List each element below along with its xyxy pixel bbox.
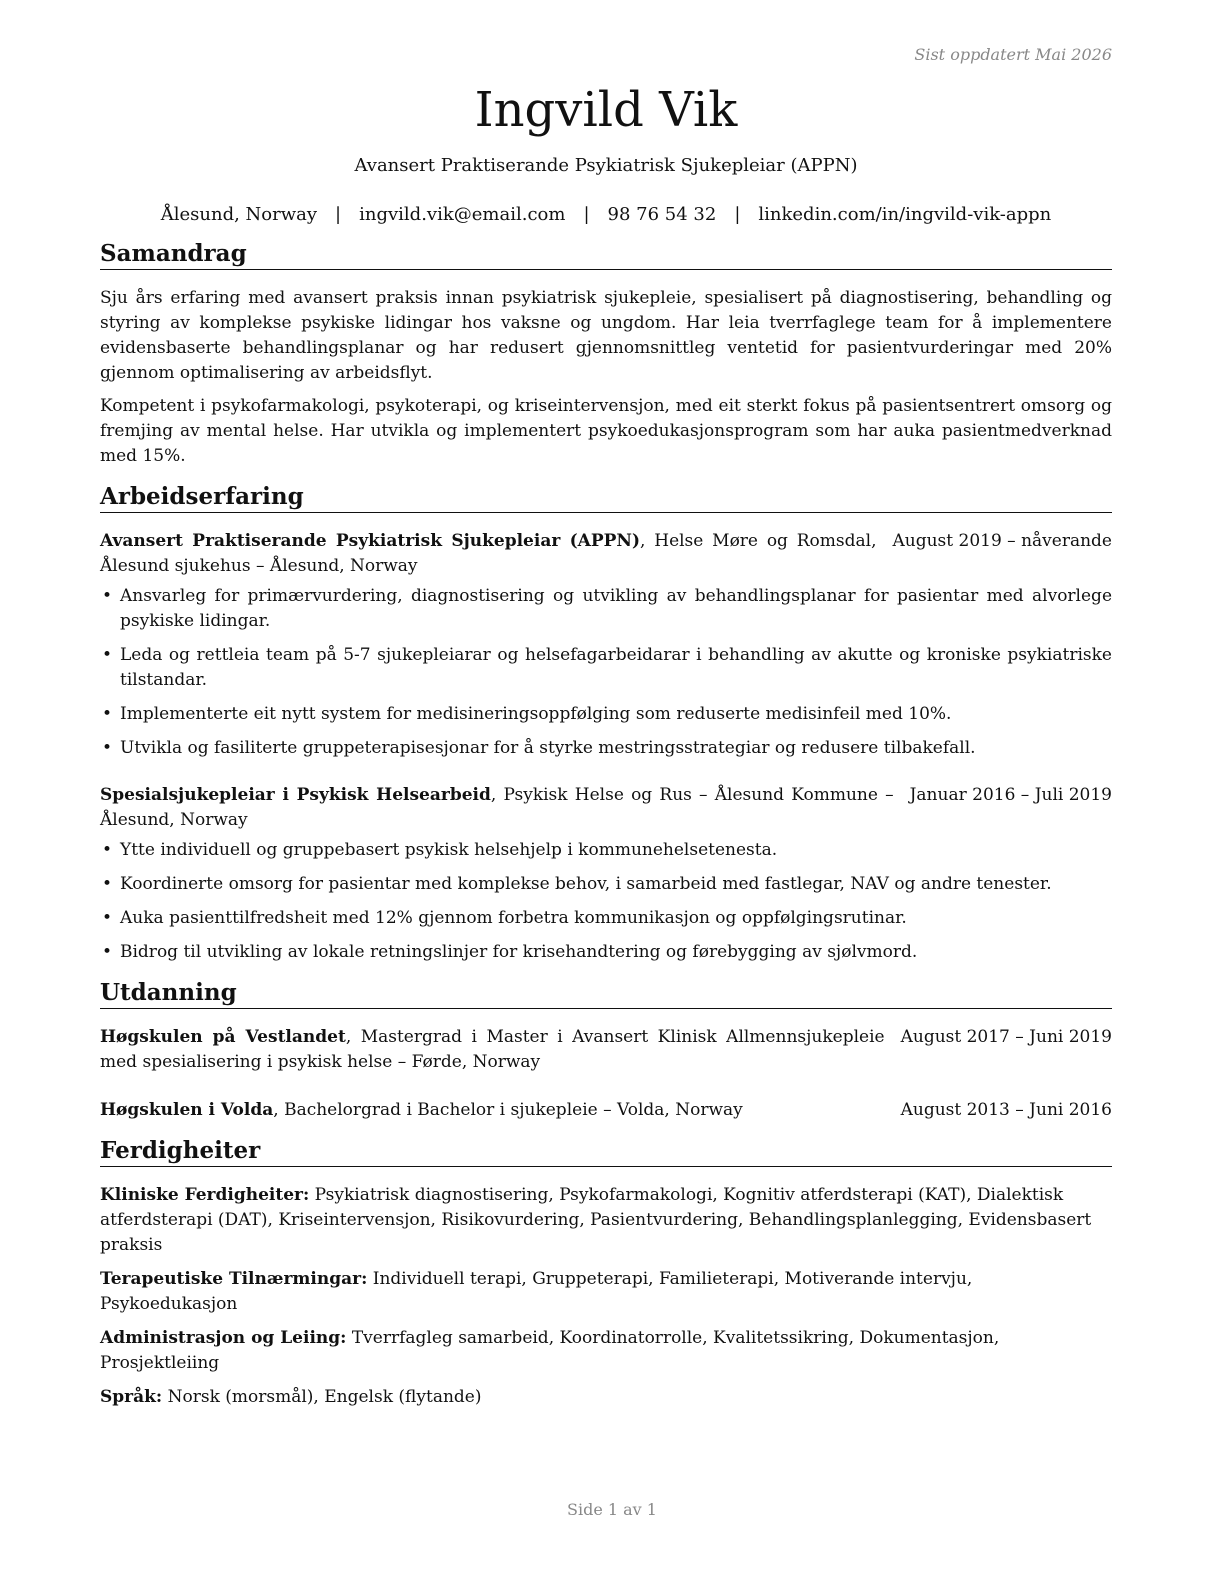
contact-separator: |: [335, 204, 342, 225]
job-dates: August 2019 – nåverande: [892, 531, 1112, 551]
job-bullets: [100, 584, 1112, 761]
entry-heading: [100, 529, 893, 579]
job-bullet: • Auka pasienttilfredsheit med 12% gjennom forbetra kommunikasjon og oppfølgingsrutinar.: [100, 906, 1112, 931]
entry-header: [100, 1098, 1112, 1123]
skill-group: [100, 1267, 1112, 1317]
education-dates: August 2013 – Juni 2016: [900, 1100, 1112, 1120]
resume-page: [100, 40, 1112, 1410]
job-bullet: • Implementerte eit nytt system for medisineringsoppfølging som reduserte medisinfeil med 10%.: [100, 702, 1112, 727]
job-bullet: • Koordinerte omsorg for pasientar med komplekse behov, i samarbeid med fastlegar, NAV og andre tenester.: [100, 872, 1112, 897]
contact-location: Ålesund, Norway: [160, 204, 318, 225]
degree-details: , Mastergrad i Master i Avansert Klinisk Allmennsjukepleie med spesialisering i psykisk helse – Førde, Norway: [100, 1027, 885, 1072]
education-entry: [100, 1098, 1112, 1123]
experience-entry: [100, 783, 1112, 965]
skill-label: Språk:: [100, 1387, 163, 1407]
candidate-name: Ingvild Vik: [474, 82, 738, 138]
last-updated: Sist oppdatert Mai 2026: [914, 45, 1112, 64]
entry-heading: [100, 1098, 901, 1123]
section-title-education: Utdanning: [100, 979, 1112, 1009]
degree-details: , Bachelorgrad i Bachelor i sjukepleie – Volda, Norway: [273, 1100, 743, 1120]
skill-value: Psykiatrisk diagnostisering, Psykofarmakologi, Kognitiv atferdsterapi (KAT), Dialektisk atferdsterapi (DAT), Kriseintervensjon, Risikovurdering, Pasientvurdering, Behandlingsplanlegging, Evidensbasert praksis: [100, 1185, 1092, 1255]
summary-paragraph: Kompetent i psykofarmakologi, psykoterapi, og kriseintervensjon, med eit sterkt fokus på pasientsentrert omsorg og fremjing av mental helse. Har utvikla og implementert psykoedukasjonsprogram som har auka pasientmedverknad med 15%.: [100, 396, 1112, 466]
job-bullets: [100, 838, 1112, 965]
entry-header: [100, 1025, 1112, 1075]
contact-line: [100, 202, 1112, 228]
job-role: Spesialsjukepleiar i Psykisk Helsearbeid: [100, 785, 491, 805]
entry-heading: [100, 1025, 901, 1075]
skill-label: Administrasjon og Leiing:: [100, 1328, 347, 1348]
job-bullet: • Ytte individuell og gruppebasert psykisk helsehjelp i kommunehelsetenesta.: [100, 838, 1112, 863]
job-role: Avansert Praktiserande Psykiatrisk Sjukepleiar (APPN): [100, 531, 641, 551]
contact-email[interactable]: ingvild.vik@email.com: [359, 204, 566, 225]
school-name: Høgskulen i Volda: [100, 1100, 274, 1120]
skill-value: Individuell terapi, Gruppeterapi, Familieterapi, Motiverande intervju, Psykoedukasjon: [100, 1269, 973, 1314]
contact-phone: 98 76 54 32: [607, 204, 717, 225]
education-dates: August 2017 – Juni 2019: [900, 1027, 1112, 1047]
education-entry: [100, 1025, 1112, 1075]
job-bullet: • Bidrog til utvikling av lokale retningslinjer for krisehandtering og førebygging av sjølvmord.: [100, 940, 1112, 965]
summary-paragraph: Sju års erfaring med avansert praksis innan psykiatrisk sjukepleie, spesialisert på diagnostisering, behandling og styring av komplekse psykiske lidingar hos vaksne og ungdom. Har leia tverrfaglege team for å implementere evidensbaserte behandlingsplanar og har redusert gjennomsnittleg ventetid for pasientvurderingar med 20% gjennom optimalisering av arbeidsflyt.: [100, 288, 1112, 383]
job-details: , Helse Møre og Romsdal, Ålesund sjukehus – Ålesund, Norway: [100, 531, 877, 576]
contact-separator: |: [583, 204, 590, 225]
contact-separator: |: [734, 204, 741, 225]
job-bullet: • Leda og rettleia team på 5-7 sjukepleiarar og helsefagarbeidarar i behandling av akutte og kroniske psykiatriske tilstandar.: [100, 643, 1112, 693]
page-number: Side 1 av 1: [567, 1500, 657, 1519]
skill-group: [100, 1326, 1112, 1376]
contact-linkedin[interactable]: linkedin.com/in/ingvild-vik-appn: [758, 204, 1052, 225]
skill-label: Terapeutiske Tilnærmingar:: [100, 1269, 368, 1289]
skill-value: Norsk (morsmål), Engelsk (flytande): [162, 1387, 482, 1407]
section-title-skills: Ferdigheiter: [100, 1137, 1112, 1167]
skill-value: Tverrfagleg samarbeid, Koordinatorrolle, Kvalitetssikring, Dokumentasjon, Prosjektleiing: [100, 1328, 1000, 1373]
skill-group: [100, 1183, 1112, 1258]
job-bullet: • Ansvarleg for primærvurdering, diagnostisering og utvikling av behandlingsplanar for pasientar med alvorlege psykiske lidingar.: [100, 584, 1112, 634]
skill-group: [100, 1385, 1112, 1410]
entry-header: [100, 783, 1112, 833]
job-bullet: • Utvikla og fasiliterte gruppeterapisesjonar for å styrke mestringsstrategiar og redusere tilbakefall.: [100, 736, 1112, 761]
job-details: , Psykisk Helse og Rus – Ålesund Kommune – Ålesund, Norway: [100, 785, 894, 830]
job-dates: Januar 2016 – Juli 2019: [909, 785, 1112, 805]
candidate-headline: Avansert Praktiserande Psykiatrisk Sjukepleiar (APPN): [354, 155, 858, 176]
section-title-experience: Arbeidserfaring: [100, 483, 1112, 513]
school-name: Høgskulen på Vestlandet: [100, 1027, 346, 1047]
skill-label: Kliniske Ferdigheiter:: [100, 1185, 310, 1205]
experience-entry: [100, 529, 1112, 761]
entry-heading: [100, 783, 910, 833]
section-title-summary: Samandrag: [100, 240, 1112, 270]
entry-header: [100, 529, 1112, 579]
